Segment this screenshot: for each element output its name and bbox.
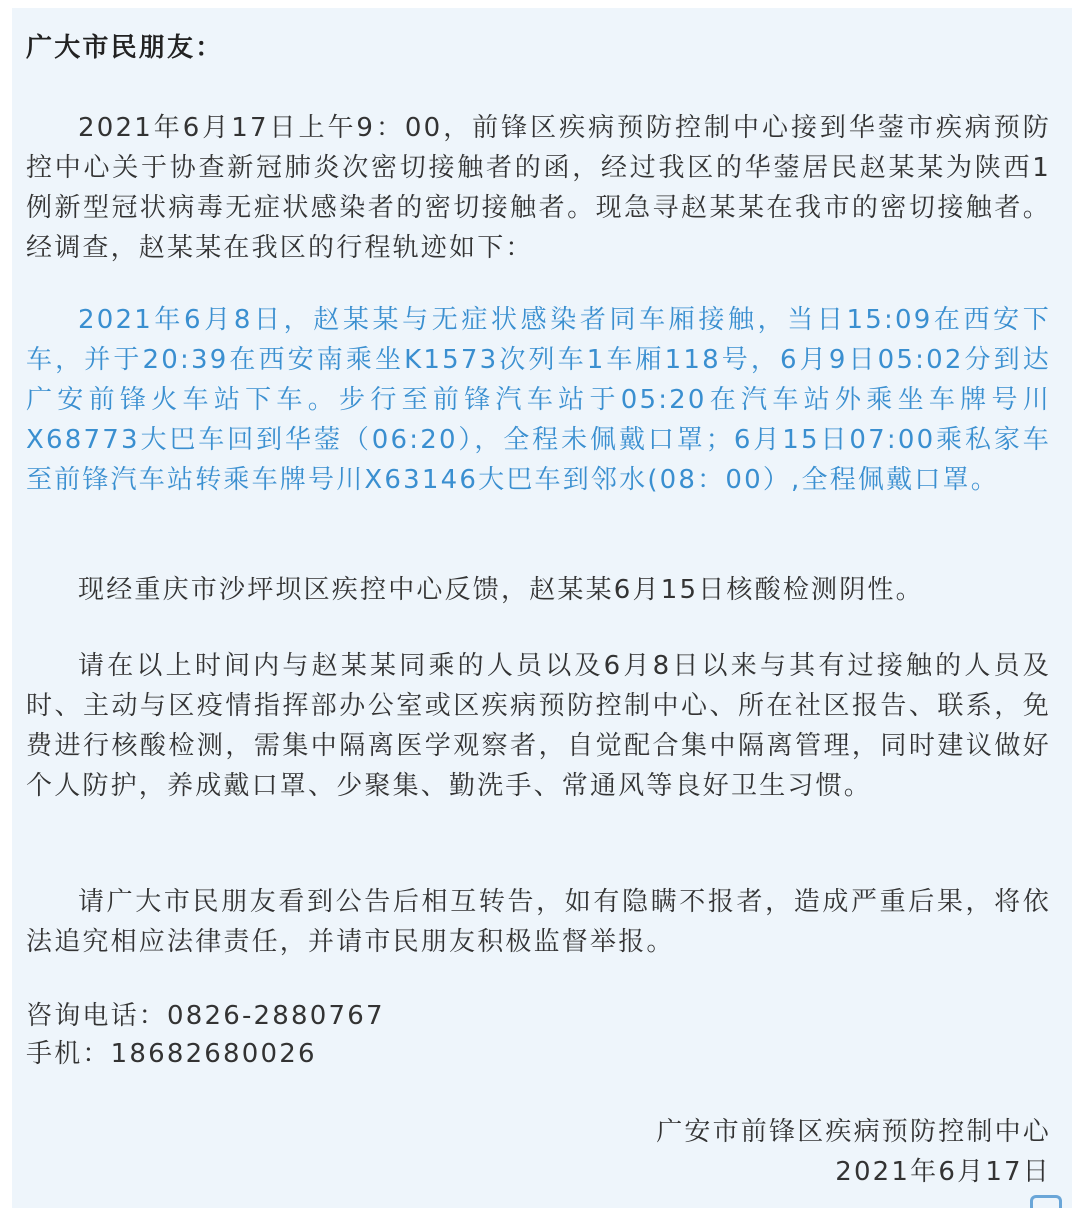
signature-date: 2021年6月17日 xyxy=(835,1157,1051,1187)
consult-phone: 咨询电话：0826-2880767 xyxy=(26,1001,385,1031)
warning-paragraph: 请广大市民朋友看到公告后相互转告，如有隐瞒不报者，造成严重后果，将依法追究相应法律责任，并请市民朋友积极监督举报。 xyxy=(26,887,1051,957)
intro-paragraph: 2021年6月17日上午9：00，前锋区疾病预防控制中心接到华蓥市疾病预防控中心关于协查新冠肺炎次密切接触者的函，经过我区的华蓥居民赵某某为陕西1例新型冠状病毒无症状感染者的密切接触者。现急寻赵某某在我市的密切接触者。经调查，赵某某在我区的行程轨迹如下： xyxy=(26,113,1051,263)
notice-page xyxy=(12,8,1072,1208)
request-paragraph: 请在以上时间内与赵某某同乘的人员以及6月8日以来与其有过接触的人员及时、主动与区疫情指挥部办公室或区疾病预防控制中心、所在社区报告、联系，免费进行核酸检测，需集中隔离医学观察者，自觉配合集中隔离管理，同时建议做好个人防护，养成戴口罩、少聚集、勤洗手、常通风等良好卫生习惯。 xyxy=(26,651,1051,801)
mobile-phone: 手机：18682680026 xyxy=(26,1039,317,1069)
signature-org: 广安市前锋区疾病预防控制中心 xyxy=(656,1117,1051,1147)
greeting: 广大市民朋友： xyxy=(26,33,224,63)
itinerary-paragraph: 2021年6月8日，赵某某与无症状感染者同车厢接触，当日15:09在西安下车，并于20:39在西安南乘坐K1573次列车1车厢118号，6月9日05:02分到达广安前锋火车站下车。步行至前锋汽车站于05:20在汽车站外乘坐车牌号川X68773大巴车回到华蓥（06:20），全程未佩戴口罩；6月15日07:00乘私家车至前锋汽车站转乘车牌号川X63146大巴车到邻水(08：00）,全程佩戴口罩。 xyxy=(26,305,1051,495)
corner-bracket-icon xyxy=(1030,1195,1062,1208)
test-result-paragraph: 现经重庆市沙坪坝区疾控中心反馈，赵某某6月15日核酸检测阴性。 xyxy=(78,575,924,605)
